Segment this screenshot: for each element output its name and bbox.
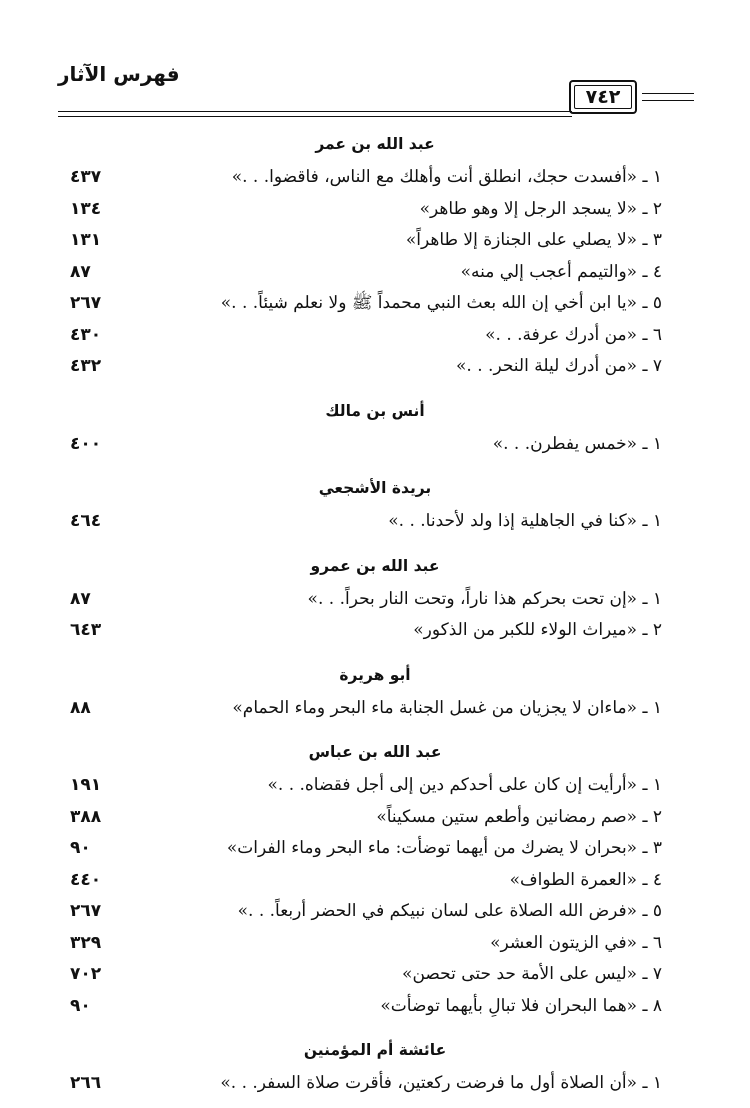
entry-text: ١ ـ «أن الصلاة أول ما فرضت ركعتين، فأقرت صلاة السفر. . .» [220, 1073, 662, 1093]
entry-page-number: ٨٧ [70, 588, 91, 609]
entry-text: ٣ ـ «بحران لا يضرك من أيهما توضأت: ماء البحر وماء الفرات» [226, 838, 662, 858]
section-heading: بريدة الأشجعي [318, 479, 432, 497]
entry-text: ٦ ـ «من أدرك عرفة. . .» [485, 324, 662, 345]
index-row [0, 584, 750, 616]
entry-page-number: ١٣٤ [70, 198, 102, 219]
section-gap [0, 460, 750, 470]
index-row [0, 320, 750, 352]
section-gap [0, 724, 750, 734]
index-row [0, 615, 750, 647]
entry-page-number: ١٩١ [70, 775, 102, 795]
entry-page-number: ٤٠٠ [70, 433, 102, 454]
section-gap [0, 647, 750, 657]
section-gap [0, 1022, 750, 1032]
entry-page-number: ٤٣٢ [70, 356, 102, 376]
entry-text: ١ ـ «خمس يفطرن. . .» [492, 433, 662, 454]
entry-text: ١ ـ «أفسدت حجك، انطلق أنت وأهلك مع الناس، فاقضوا. . .» [231, 167, 662, 187]
entry-page-number: ١٣١ [70, 230, 102, 250]
index-row [0, 162, 750, 194]
section-heading: أبو هريرة [339, 665, 411, 684]
entry-page-number: ٢٦٧ [70, 293, 102, 313]
entry-page-number: ٢٦٦ [70, 1073, 102, 1093]
section-gap [0, 538, 750, 548]
entry-text: ٤ ـ «العمرة الطواف» [509, 869, 662, 890]
entry-text: ٨ ـ «هما البحران فلا تبالِ بأيهما توضأت» [380, 995, 662, 1016]
entry-text: ٧ ـ «ليس على الأمة حد حتى تحصن» [402, 964, 662, 984]
section-heading: أنس بن مالك [325, 401, 425, 420]
index-row [0, 429, 750, 461]
entry-text: ١ ـ «كنا في الجاهلية إذا ولد لأحدنا. . .» [388, 511, 662, 531]
entry-page-number: ٨٨ [70, 697, 91, 718]
entry-page-number: ٦٤٣ [70, 620, 102, 640]
entry-text: ٤ ـ «والتيمم أعجب إلي منه» [460, 261, 662, 282]
index-row [0, 833, 750, 865]
index-row [0, 959, 750, 991]
section-heading: عبد الله بن عمر [315, 135, 435, 153]
entry-page-number: ٧٠٢ [70, 964, 102, 984]
entry-text: ٢ ـ «صم رمضانين وأطعم ستين مسكيناً» [376, 806, 662, 827]
entry-page-number: ٨٧ [70, 261, 91, 282]
entry-text: ٢ ـ «لا يسجد الرجل إلا وهو طاهر» [419, 198, 662, 219]
index-content [0, 126, 750, 1100]
page-number: ٧٤٢ [574, 85, 632, 109]
index-row [0, 1068, 750, 1100]
entry-page-number: ٤٦٤ [70, 511, 102, 531]
index-row [0, 351, 750, 383]
index-row [0, 225, 750, 257]
index-row [0, 865, 750, 897]
entry-text: ٥ ـ «فرض الله الصلاة على لسان نبيكم في الحضر أربعاً. . .» [237, 901, 662, 921]
entry-text: ٣ ـ «لا يصلي على الجنازة إلا طاهراً» [405, 230, 662, 250]
entry-text: ١ ـ «إن تحت بحركم هذا ناراً، وتحت النار بحراً. . .» [307, 588, 662, 609]
index-row [0, 693, 750, 725]
section-heading: عائشة أم المؤمنين [303, 1041, 447, 1059]
index-row [0, 928, 750, 960]
entry-page-number: ٤٣٠ [70, 324, 102, 345]
index-row [0, 770, 750, 802]
header-rule-right [642, 93, 694, 101]
index-row [0, 896, 750, 928]
entry-text: ٧ ـ «من أدرك ليلة النحر. . .» [456, 356, 662, 376]
section-heading: عبد الله بن عباس [308, 743, 442, 761]
index-row [0, 257, 750, 289]
entry-page-number: ٩٠ [70, 995, 91, 1016]
page-number-box [569, 80, 637, 114]
section-heading: عبد الله بن عمرو [310, 556, 440, 575]
index-row [0, 506, 750, 538]
entry-page-number: ٩٠ [70, 838, 91, 858]
entry-text: ٥ ـ «يا ابن أخي إن الله بعث النبي محمداً ﷺ ولا نعلم شيئاً. . .» [220, 293, 662, 313]
header-rule-left [58, 111, 572, 117]
index-row [0, 802, 750, 834]
index-row [0, 991, 750, 1023]
entry-page-number: ٢٦٧ [70, 901, 102, 921]
entry-text: ١ ـ «أرأيت إن كان على أحدكم دين إلى أجل فقضاه. . .» [267, 775, 662, 795]
entry-text: ١ ـ «ماءان لا يجزيان من غسل الجنابة ماء البحر وماء الحمام» [232, 697, 662, 718]
index-row [0, 194, 750, 226]
running-title: فهرس الآثار [58, 62, 180, 86]
entry-page-number: ٣٨٨ [70, 806, 102, 827]
index-row [0, 288, 750, 320]
entry-page-number: ٤٣٧ [70, 167, 102, 187]
entry-text: ٦ ـ «في الزيتون العشر» [490, 932, 662, 953]
entry-text: ٢ ـ «ميراث الولاء للكبر من الذكور» [413, 620, 662, 640]
entry-page-number: ٣٢٩ [70, 932, 102, 953]
section-gap [0, 383, 750, 393]
entry-page-number: ٤٤٠ [70, 869, 102, 890]
